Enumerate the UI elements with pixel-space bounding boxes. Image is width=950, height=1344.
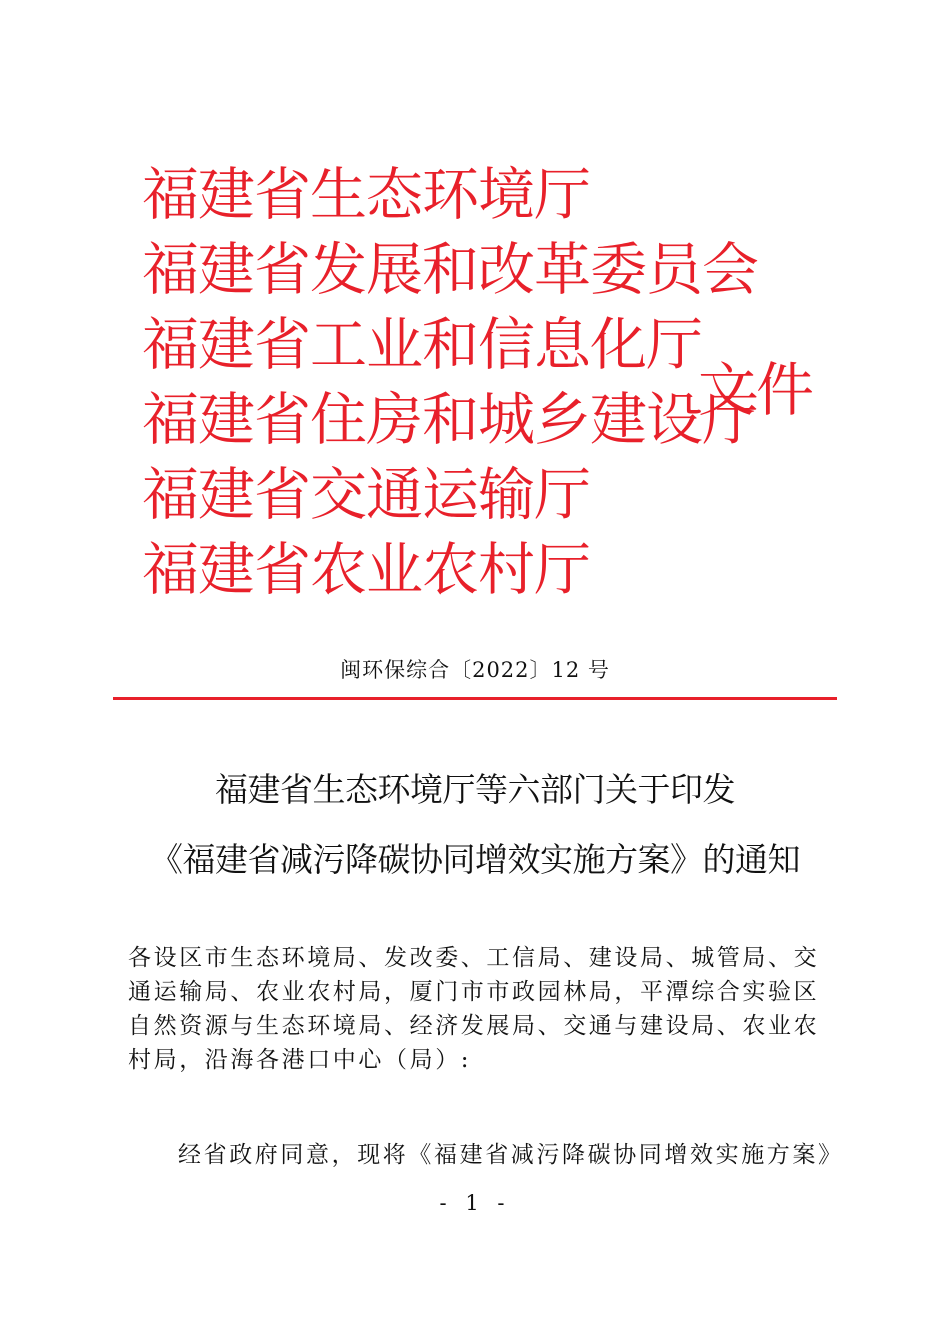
issuer-name: 福建省发展和改革委员会 <box>142 237 758 303</box>
addressee-line: 各设区市生态环境局、发改委、工信局、建设局、城管局、交 <box>128 945 820 971</box>
document-number: 闽环保综合〔2022〕12 号 <box>340 658 610 682</box>
issuer-name: 福建省生态环境厅 <box>142 162 590 228</box>
issuer-name: 福建省工业和信息化厅 <box>142 312 702 378</box>
addressee-paragraph <box>128 941 828 1077</box>
issuer-name: 福建省交通运输厅 <box>142 462 590 528</box>
red-divider <box>113 697 837 700</box>
page-number: - 1 - <box>439 1191 511 1215</box>
addressee-line: 村局，沿海各港口中心（局）: <box>128 1047 472 1073</box>
issuer-name: 福建省农业农村厅 <box>142 537 590 603</box>
body-paragraph: 经省政府同意，现将《福建省减污降碳协同增效实施方案》 <box>178 1142 844 1168</box>
addressee-line: 通运输局、农业农村局，厦门市市政园林局，平潭综合实验区 <box>128 979 820 1005</box>
document-title-line-1: 福建省生态环境厅等六部门关于印发 <box>215 770 735 809</box>
file-label: 文件 <box>698 356 815 424</box>
document-title-line-2: 《福建省减污降碳协同增效实施方案》的通知 <box>150 840 800 879</box>
addressee-line: 自然资源与生态环境局、经济发展局、交通与建设局、农业农 <box>128 1013 820 1039</box>
issuer-name: 福建省住房和城乡建设厅 <box>142 387 758 453</box>
